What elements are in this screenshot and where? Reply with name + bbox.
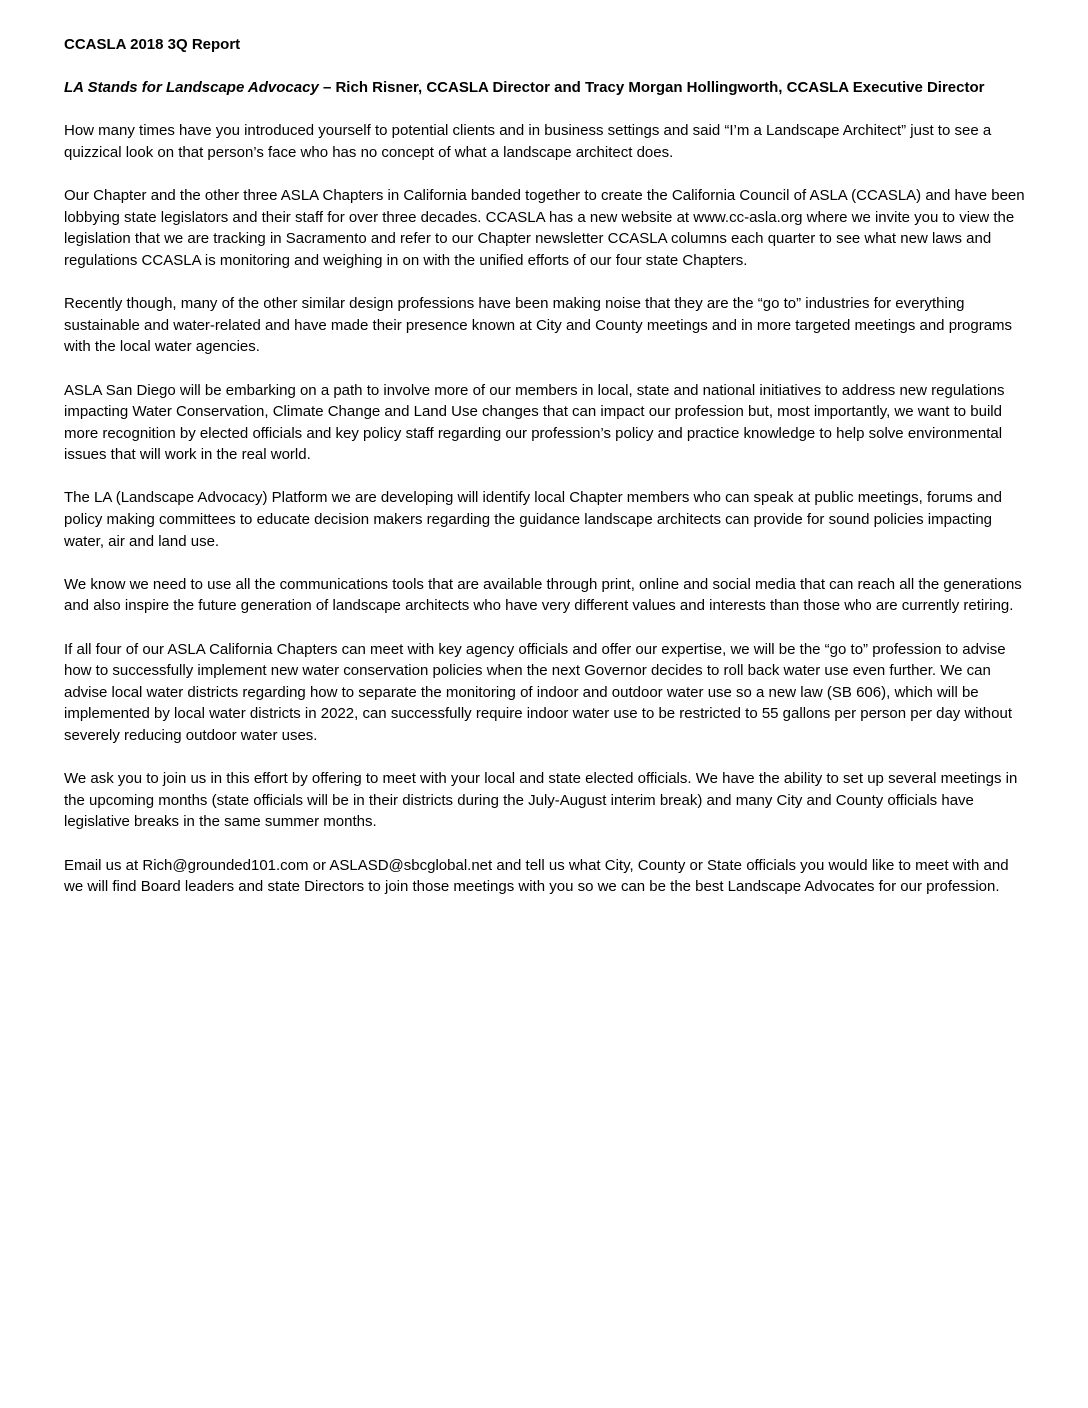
article-title-italic: LA Stands for Landscape Advocacy	[64, 79, 319, 97]
paragraph-join-effort: We ask you to join us in this effort by offering to meet with your local and state elected officials. We have the ability to set up several meetings in the upcoming months (state officials will be in their districts during the July-August interim break) and many City and County officials have legislative breaks in the same summer months.	[64, 770, 1018, 831]
paragraph-other-professions: Recently though, many of the other similar design professions have been making noise that they are the “go to” industries for everything sustainable and water-related and have made their presence known at City and County meetings and in more targeted meetings and programs with the local water agencies.	[64, 295, 1013, 356]
document-page	[64, 34, 1026, 919]
paragraph-email-contact: Email us at Rich@grounded101.com or ASLASD@sbcglobal.net and tell us what City, County or State officials you would like to meet with and we will find Board leaders and state Directors to join those meetings with you so we can be the best Landscape Advocates for our profession.	[64, 856, 1009, 896]
paragraph-water-policy: If all four of our ASLA California Chapters can meet with key agency officials and offer our expertise, we will be the “go to” profession to advise how to successfully implement new water conservation policies when the next Governor decides to roll back water use even further. We can advise local water districts regarding how to separate the monitoring of indoor and outdoor water use so a new law (SB 606), which will be implemented by local water districts in 2022, can successfully require indoor water use to be restricted to 55 gallons per person per day without severely reducing outdoor water uses.	[64, 640, 1012, 744]
article-title	[64, 77, 1026, 99]
paragraph-asla-san-diego: ASLA San Diego will be embarking on a path to involve more of our members in local, state and national initiatives to address new regulations impacting Water Conservation, Climate Change and Land Use changes that can impact our profession but, most importantly, we want to build more recognition by elected officials and key policy staff regarding our profession’s policy and practice knowledge to help solve environmental issues that will work in the real world.	[64, 381, 1005, 464]
paragraph-la-platform: The LA (Landscape Advocacy) Platform we are developing will identify local Chapter members who can speak at public meetings, forums and policy making committees to educate decision makers regarding the guidance landscape architects can provide for sound policies impacting water, air and land use.	[64, 489, 1002, 550]
paragraph-communications: We know we need to use all the communications tools that are available through print, online and social media that can reach all the generations and also inspire the future generation of landscape architects who have very different values and interests than those who are currently retiring.	[64, 575, 1022, 615]
paragraph-intro: How many times have you introduced yourself to potential clients and in business settings and said “I’m a Landscape Architect” just to see a quizzical look on that person’s face who has no concept of what a landscape architect does.	[64, 122, 992, 161]
article-title-authors: – Rich Risner, CCASLA Director and Tracy Morgan Hollingworth, CCASLA Executive Director	[318, 79, 985, 97]
paragraph-ccasla: Our Chapter and the other three ASLA Chapters in California banded together to create the California Council of ASLA (CCASLA) and have been lobbying state legislators and their staff for over three decades. CCASLA has a new website at www.cc-asla.org where we invite you to view the legislation that we are tracking in Sacramento and refer to our Chapter newsletter CCASLA columns each quarter to see what new laws and regulations CCASLA is monitoring and weighing in on with the unified efforts of our four state Chapters.	[64, 187, 1025, 269]
report-title: CCASLA 2018 3Q Report	[64, 36, 241, 53]
